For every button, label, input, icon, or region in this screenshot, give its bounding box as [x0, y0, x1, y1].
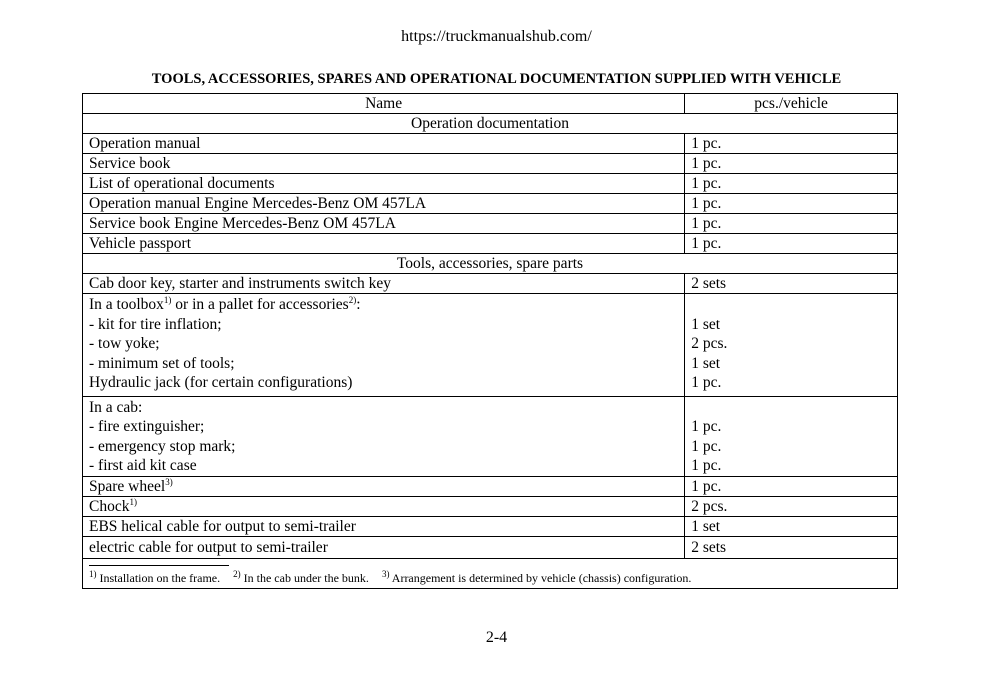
footnote-3: $^{3)}$ Arrangement is determined by vehicle (chassis) configuration.	[381, 568, 692, 585]
column-header-name: Name	[83, 94, 685, 114]
footnote-1: $^{1)}$ Installation on the frame.	[89, 568, 221, 585]
item-qty: 2 pcs.	[691, 335, 728, 352]
footnote-ref: 3)	[165, 476, 173, 487]
item-name: Cab door key, starter and instruments switch key	[83, 274, 685, 294]
item-qty: 1 pc.	[691, 418, 722, 435]
item-qty: 2 sets	[685, 274, 898, 294]
table-row-cab	[83, 396, 898, 476]
item-qty: 1 pc.	[685, 174, 898, 194]
item-name: - tow yoke;	[89, 335, 160, 352]
table-row	[83, 134, 898, 154]
table-row	[83, 536, 898, 558]
table-row	[83, 234, 898, 254]
item-name: List of operational documents	[83, 174, 685, 194]
column-header-qty: pcs./vehicle	[685, 94, 898, 114]
item-qty: 1 pc.	[691, 374, 722, 391]
table-row	[83, 516, 898, 536]
footnote-divider	[89, 565, 229, 566]
footnotes	[83, 558, 898, 588]
item-qty: 1 pc.	[685, 154, 898, 174]
toolbox-items	[83, 294, 685, 397]
section-title-tools: Tools, accessories, spare parts	[83, 254, 898, 274]
item-name: Spare wheel$^{3)}$	[83, 476, 685, 496]
page-number: 2-4	[485, 629, 508, 646]
table-row	[83, 214, 898, 234]
section-row-tools	[83, 254, 898, 274]
cab-qtys	[685, 396, 898, 476]
footnote-ref: 1)	[163, 294, 172, 305]
table-header-row	[83, 94, 898, 114]
item-name: - minimum set of tools;	[89, 354, 235, 372]
item-qty: 2 pcs.	[685, 496, 898, 516]
item-name: electric cable for output to semi-trailer	[83, 536, 685, 558]
item-qty: 1 set	[685, 516, 898, 536]
item-qty: 1 pc.	[685, 234, 898, 254]
item-name: Vehicle passport	[83, 234, 685, 254]
item-name: - first aid kit case	[89, 457, 197, 474]
section-title-documentation: Operation documentation	[83, 114, 898, 134]
cab-intro: In a cab:	[89, 398, 143, 416]
footnote-2: $^{2)}$ In the cab under the bunk.	[233, 568, 369, 585]
item-name: - emergency stop mark;	[89, 437, 236, 455]
supplied-items-table	[82, 93, 898, 589]
item-qty: 1 pc.	[691, 437, 722, 455]
item-name: Operation manual	[83, 134, 685, 154]
table-row	[83, 154, 898, 174]
item-name: - fire extinguisher;	[89, 418, 205, 435]
item-qty: 1 pc.	[685, 134, 898, 154]
item-qty: 2 sets	[685, 536, 898, 558]
item-name: Chock$^{1)}$	[83, 496, 685, 516]
item-name: Service book	[83, 154, 685, 174]
item-qty: 1 set	[691, 354, 721, 372]
page-url: https://truckmanualshub.com/	[401, 28, 592, 45]
cab-items	[83, 396, 685, 476]
table-row	[83, 174, 898, 194]
table-row-toolbox	[83, 294, 898, 397]
item-qty: 1 pc.	[691, 457, 722, 474]
footnotes-row	[83, 558, 898, 588]
footnote-ref: 1)	[129, 496, 137, 507]
item-name: Operation manual Engine Mercedes-Benz OM 457LA	[83, 194, 685, 214]
item-name: EBS helical cable for output to semi-trailer	[83, 516, 685, 536]
item-qty: 1 pc.	[685, 214, 898, 234]
item-qty: 1 pc.	[685, 194, 898, 214]
footnote-ref: 2)	[348, 294, 357, 305]
table-row	[83, 194, 898, 214]
item-name: - kit for tire inflation;	[89, 315, 222, 333]
table-row	[83, 274, 898, 294]
table-row	[83, 476, 898, 496]
toolbox-intro: In a toolbox$^{1)}$ or in a pallet for accessories$^{2)}$:	[89, 294, 361, 313]
table-row	[83, 496, 898, 516]
page-title: TOOLS, ACCESSORIES, SPARES AND OPERATIONAL DOCUMENTATION SUPPLIED WITH VEHICLE	[151, 71, 842, 87]
item-qty: 1 pc.	[685, 476, 898, 496]
toolbox-qtys	[685, 294, 898, 397]
item-qty: 1 set	[691, 315, 721, 333]
item-name: Service book Engine Mercedes-Benz OM 457LA	[83, 214, 685, 234]
section-row-documentation	[83, 114, 898, 134]
item-name: Hydraulic jack (for certain configurations)	[89, 374, 353, 391]
